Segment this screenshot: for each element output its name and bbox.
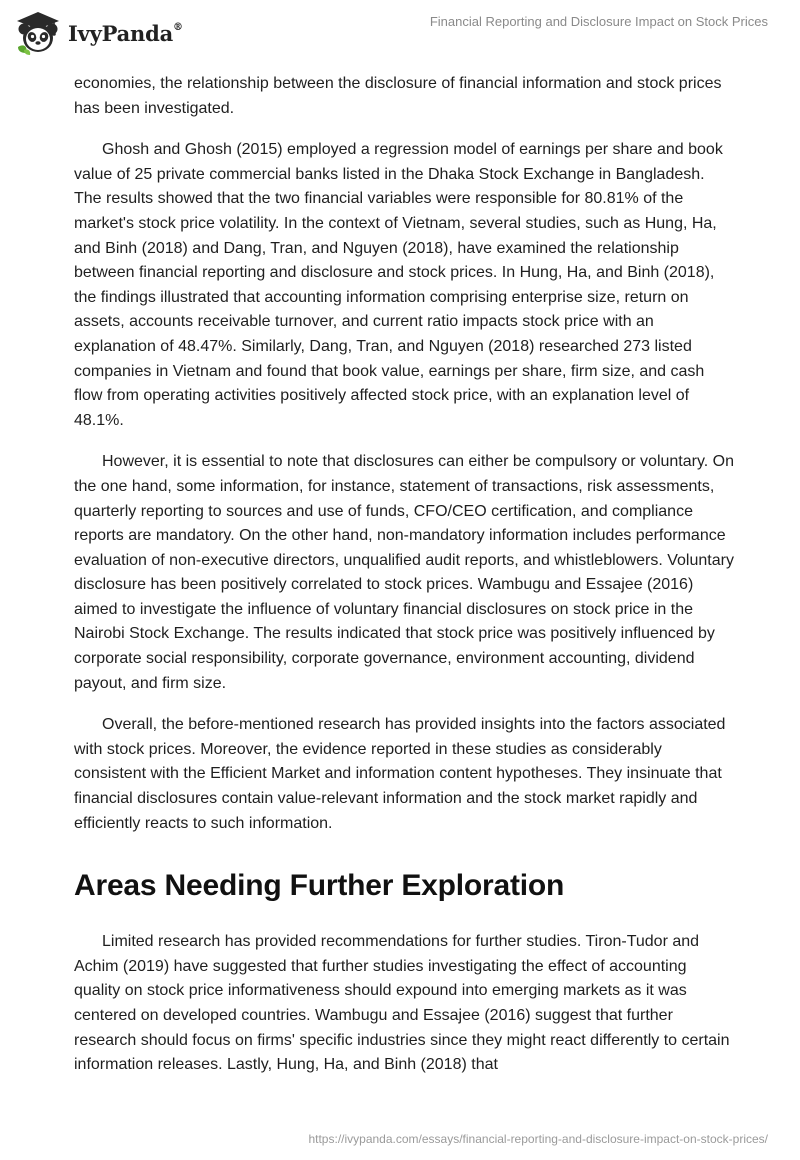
paragraph-disclosures: However, it is essential to note that disclosures can either be compulsory or voluntary. On the one hand, some information, for instance, statement of transactions, risk assessments, quarterly reporting to sources and use of funds, CFO/CEO certification, and compliance reports are mandatory. On the other hand, non-mandatory information includes performance evaluation of non-executive directors, unqualified audit reports, and whistleblowers. Voluntary disclosure has been positively correlated to stock prices. Wambugu and Essajee (2016) aimed to investigate the influence of voluntary financial disclosures on stock price in the Nairobi Stock Exchange. The results indicated that stock price was positively influenced by corporate social responsibility, corporate governance, environment accounting, dividend payout, and firm size. <box>74 453 735 692</box>
source-url[interactable]: https://ivypanda.com/essays/financial-reporting-and-disclosure-impact-on-stock-prices/ <box>308 1132 768 1146</box>
page-header <box>0 0 800 64</box>
logo-wordmark: IvyPanda® <box>68 20 183 46</box>
document-title: Financial Reporting and Disclosure Impact on Stock Prices <box>429 14 768 29</box>
essay-body <box>74 72 734 1095</box>
paragraph-further-studies: Limited research has provided recommendations for further studies. Tiron-Tudor and Achim (2019) have suggested that further studies investigating the effect of accounting quality on stock price informativeness should expound into emerging markets as it was centered on developed countries. Wambugu and Essajee (2016) suggest that further research should focus on firms' specific industries since they might react differently to certain information releases. Lastly, Hung, Ha, and Binh (2018) that <box>74 933 730 1074</box>
panda-graduate-icon <box>14 9 62 57</box>
section-heading: Areas Needing Further Exploration <box>74 869 565 903</box>
paragraph-ghosh: Ghosh and Ghosh (2015) employed a regression model of earnings per share and book value of 25 private commercial banks listed in the Dhaka Stock Exchange in Bangladesh. The results showed that the two financial variables were responsible for 80.81% of the market's stock price volatility. In the context of Vietnam, several studies, such as Hung, Ha, and Binh (2018) and Dang, Tran, and Nguyen (2018), have examined the relationship between financial reporting and disclosure and stock prices. In Hung, Ha, and Binh (2018), the findings illustrated that accounting information comprising enterprise size, return on assets, accounts receivable turnover, and current ratio impacts stock price with an explanation of 48.47%. Similarly, Dang, Tran, and Nguyen (2018) researched 273 listed companies in Vietnam and found that book value, earnings per share, firm size, and cash flow from operating activities positively affected stock price, with an explanation level of 48.1%. <box>74 141 723 429</box>
paragraph-continued: economies, the relationship between the disclosure of financial information and stock prices has been investigated. <box>74 75 722 117</box>
paragraph-overall: Overall, the before-mentioned research has provided insights into the factors associated with stock prices. Moreover, the evidence reported in these studies as considerably consistent with the Efficient Market and information content hypotheses. They insinuate that financial disclosures contain value-relevant information and the stock market rapidly and efficiently reacts to such information. <box>74 716 726 832</box>
ivypanda-logo[interactable] <box>14 9 183 57</box>
